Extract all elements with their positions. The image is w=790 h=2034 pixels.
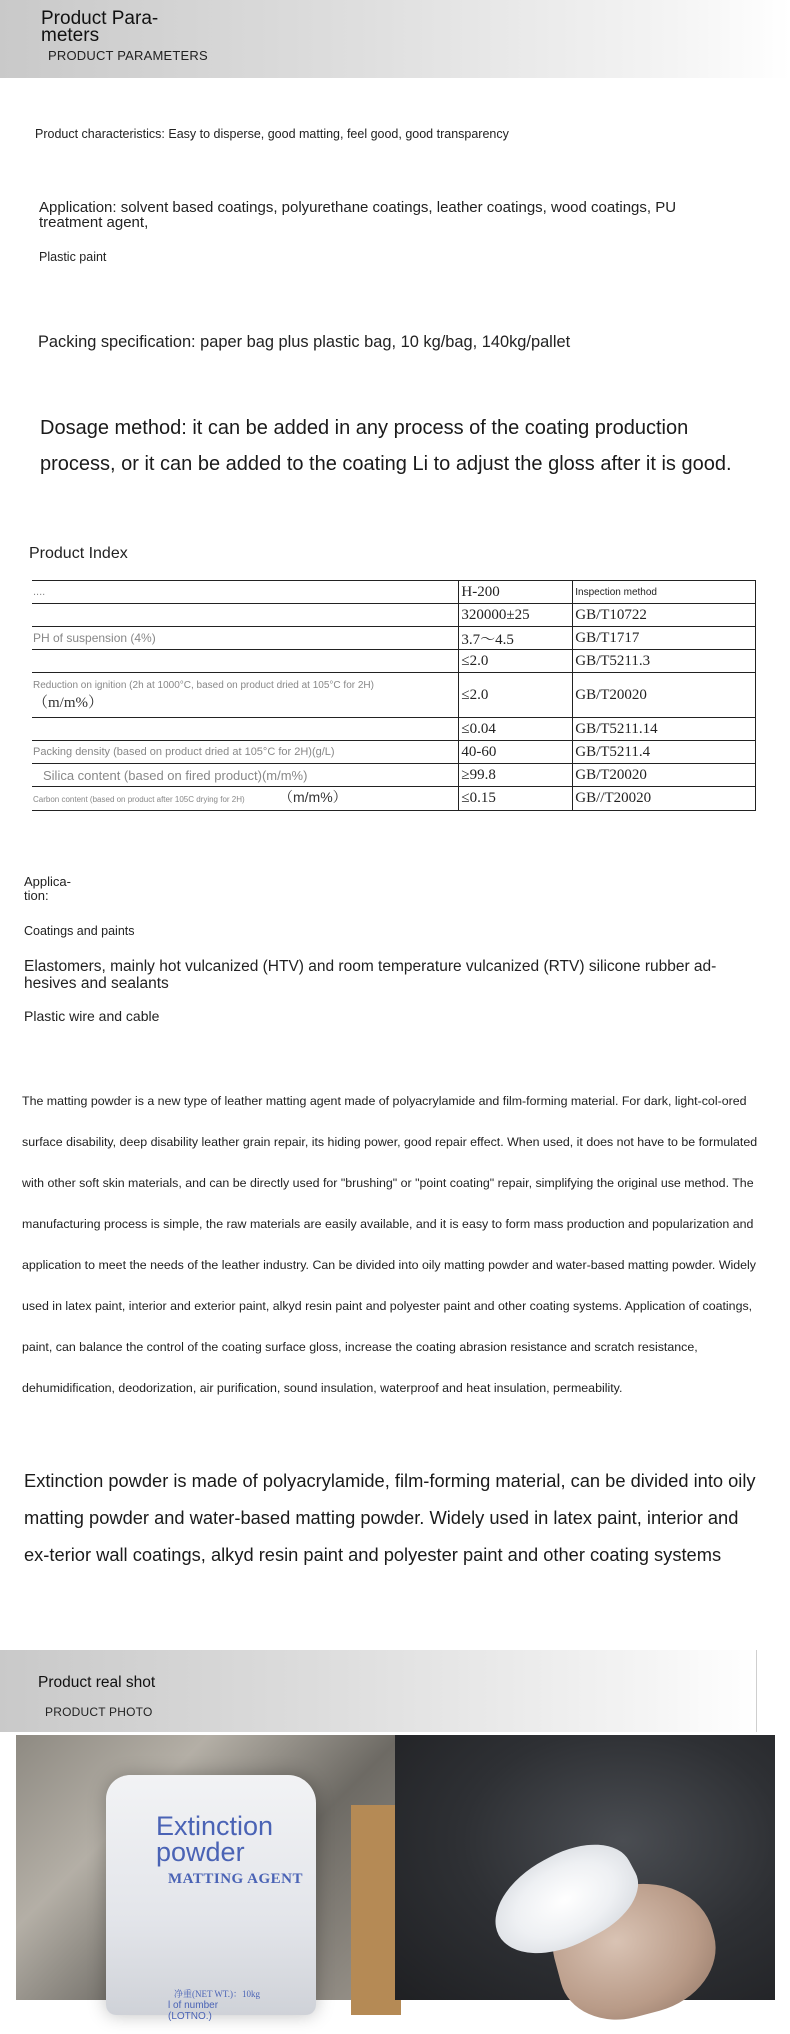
table-row (33, 764, 756, 787)
plastic-paint-text: Plastic paint (39, 250, 107, 264)
param-name: Silica content (based on fired product)(m/m%) (33, 764, 459, 787)
table-row (33, 627, 756, 650)
summary-paragraph: Extinction powder is made of polyacrylamide, film-forming material, can be divided into oily matting powder and water-based matting powder. Widely used in latex paint, interior and ex-terior wall coatings, alkyd resin paint and polyester paint and other coating systems (24, 1470, 756, 1565)
packing-text: Packing specification: paper bag plus plastic bag, 10 kg/bag, 140kg/pallet (38, 333, 571, 351)
product-bag-photo (16, 1735, 395, 2022)
applications-item-cable: Plastic wire and cable (24, 1008, 160, 1024)
bag-label-extinction-powder: Extinction powder (156, 1811, 274, 1867)
table-row (33, 604, 756, 627)
param-name (33, 787, 459, 811)
param-name: PH of suspension (4%) (33, 627, 459, 650)
param-name: Packing density (based on product dried at 105°C for 2H)(g/L) (33, 741, 459, 764)
table-row (33, 650, 756, 673)
param-method: GB/T5211.14 (573, 718, 756, 741)
param-method: GB/T20020 (573, 764, 756, 787)
application-text: Application: solvent based coatings, polyurethane coatings, leather coatings, wood coatings, PU treatment agent, (39, 199, 677, 231)
param-value: 40-60 (459, 741, 573, 764)
param-unit: （m/m%） (33, 694, 103, 711)
bag-label-net-weight: 净重(NET WT.)：10kg (174, 1989, 260, 1999)
param-value: 3.7～4.5 (459, 627, 573, 650)
parameters-subtitle: PRODUCT PARAMETERS (48, 48, 208, 63)
param-method: Inspection method (573, 581, 756, 604)
applications-item-coatings: Coatings and paints (24, 924, 135, 938)
param-name (33, 604, 459, 627)
table-row (33, 718, 756, 741)
parameters-title: Product Para- meters (41, 8, 159, 46)
param-name-text: Reduction on ignition (2h at 1000°C, based on product dried at 105°C for 2H) (33, 679, 374, 691)
table-row (33, 787, 756, 811)
photo-header-band (0, 1650, 757, 1732)
parameters-header-band (0, 0, 790, 78)
photo-subtitle: PRODUCT PHOTO (45, 1705, 153, 1719)
param-name (33, 650, 459, 673)
param-method: GB/T5211.4 (573, 741, 756, 764)
param-value: ≤2.0 (459, 650, 573, 673)
param-unit: （m/m%） (279, 789, 347, 806)
param-value: ≤0.15 (459, 787, 573, 811)
description-paragraph: The matting powder is a new type of leather matting agent made of polyacrylamide and film-forming material. For dark, light-col-ored surface disability, deep disability leather grain repair, its hiding power, good repair effect. When used, it does not have to be formulated with other soft skin materials, and can be directly used for "brushing" or "point coating" repair, simplifying the original use method. The manufacturing process is simple, the raw materials are easily available, and it is easy to form mass production and popularization and application to meet the needs of the leather industry. Can be divided into oily matting powder and water-based matting powder. Widely used in latex paint, interior and exterior paint, alkyd resin paint and polyester paint and other coating systems. Application of coatings, paint, can balance the control of the coating surface gloss, increase the coating abrasion resistance and scratch resistance, dehumidification, deodorization, air purification, sound insulation, waterproof and heat insulation, permeability. (22, 1094, 758, 1395)
param-name-text: Carbon content (based on product after 105C drying for 2H) (33, 794, 245, 804)
param-method: GB/T1717 (573, 627, 756, 650)
param-value: H-200 (459, 581, 573, 604)
photo-title: Product real shot (38, 1674, 156, 1691)
param-name (33, 673, 459, 718)
bag-label-lot-number: l of number (LOTNO.) (168, 2000, 219, 2022)
table-row (33, 673, 756, 718)
param-value: 320000±25 (459, 604, 573, 627)
param-value: ≤0.04 (459, 718, 573, 741)
powder-in-hand-photo (395, 1735, 775, 2000)
applications-item-elastomers: Elastomers, mainly hot vulcanized (HTV) and room temperature vulcanized (RTV) silicone rubber ad- hesives and sealants (24, 958, 717, 992)
param-method: GB//T20020 (573, 787, 756, 811)
param-method: GB/T5211.3 (573, 650, 756, 673)
param-value: ≤2.0 (459, 673, 573, 718)
bag-label-matting-agent: MATTING AGENT (168, 1871, 303, 1887)
param-name: .... (33, 581, 459, 604)
product-index-title: Product Index (29, 545, 128, 562)
applications-title: Applica- tion: (24, 874, 71, 903)
table-row (33, 581, 756, 604)
dosage-text: Dosage method: it can be added in any process of the coating production process, or it can be added to the coating Li to adjust the gloss after it is good. (40, 417, 732, 475)
param-method: GB/T10722 (573, 604, 756, 627)
param-name (33, 718, 459, 741)
param-method: GB/T20020 (573, 673, 756, 718)
param-value: ≥99.8 (459, 764, 573, 787)
cardboard-box (351, 1805, 401, 2015)
product-index-table (32, 580, 756, 811)
table-row (33, 741, 756, 764)
characteristics-text: Product characteristics: Easy to disperse, good matting, feel good, good transparency (35, 127, 509, 141)
